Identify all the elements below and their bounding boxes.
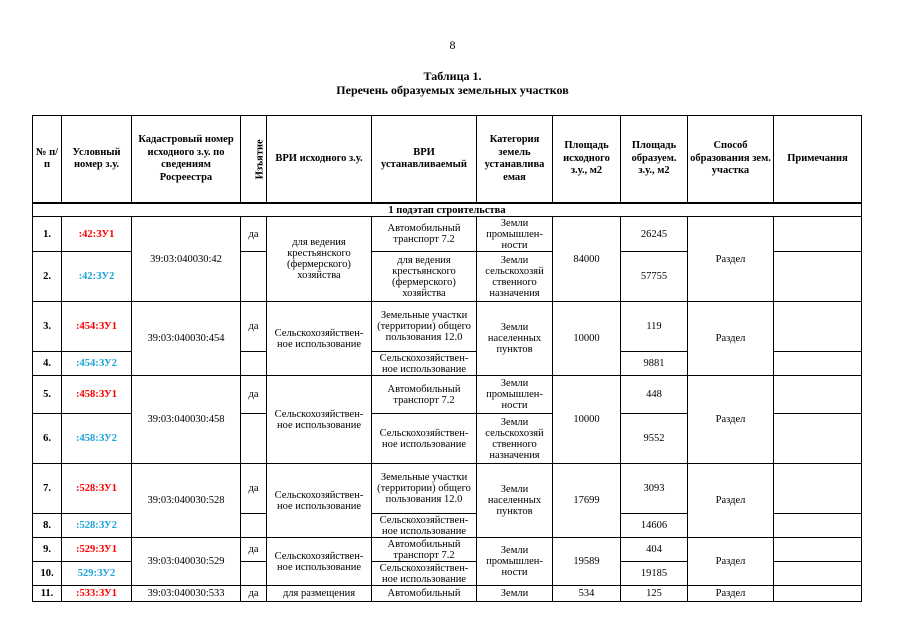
- table-row: [33, 302, 862, 352]
- vri-new: Земельные участки (территории) общего пользования 12.0: [372, 464, 477, 514]
- notes-cell: [774, 414, 862, 464]
- row-number: 8.: [33, 514, 62, 538]
- notes-cell: [774, 464, 862, 514]
- seizure-value: да: [241, 217, 267, 252]
- row-number: 2.: [33, 252, 62, 302]
- table-row: [33, 376, 862, 414]
- vri-new: Автомобильный: [372, 586, 477, 602]
- conditional-number: :458:ЗУ2: [62, 414, 132, 464]
- cadastral-number: 39:03:040030:528: [132, 464, 241, 538]
- conditional-number: :528:ЗУ1: [62, 464, 132, 514]
- land-category: Земли сельскохозяй ственного назначения: [477, 414, 553, 464]
- land-category: Земли: [477, 586, 553, 602]
- seizure-value: да: [241, 586, 267, 602]
- header-num: № п/п: [33, 116, 62, 204]
- land-plots-table-container: [32, 115, 862, 602]
- seizure-value: да: [241, 538, 267, 562]
- formation-method: Раздел: [688, 376, 774, 464]
- area-source: 534: [553, 586, 621, 602]
- conditional-number: :454:ЗУ2: [62, 352, 132, 376]
- vri-new: Сельскохозяйствен-ное использование: [372, 352, 477, 376]
- notes-cell: [774, 376, 862, 414]
- land-category: Земли промышлен-ности: [477, 376, 553, 414]
- header-seizure-text: Изъятие: [254, 139, 266, 179]
- conditional-number: :42:ЗУ1: [62, 217, 132, 252]
- row-number: 5.: [33, 376, 62, 414]
- conditional-number: :454:ЗУ1: [62, 302, 132, 352]
- cadastral-number: 39:03:040030:42: [132, 217, 241, 302]
- area-source: 19589: [553, 538, 621, 586]
- header-notes: Примечания: [774, 116, 862, 204]
- area-source: 10000: [553, 302, 621, 376]
- header-cadastral-number: Кадастровый номер исходного з.у. по сведениям Росреестра: [132, 116, 241, 204]
- area-new: 119: [621, 302, 688, 352]
- table-caption-title: Таблица 1.: [423, 69, 482, 83]
- land-category: Земли промышлен-ности: [477, 538, 553, 586]
- vri-source: Сельскохозяйствен-ное использование: [267, 538, 372, 586]
- vri-source: для ведения крестьянского (фермерского) хозяйства: [267, 217, 372, 302]
- formation-method: Раздел: [688, 302, 774, 376]
- formation-method: Раздел: [688, 538, 774, 586]
- notes-cell: [774, 514, 862, 538]
- notes-cell: [774, 562, 862, 586]
- conditional-number: :458:ЗУ1: [62, 376, 132, 414]
- row-number: 3.: [33, 302, 62, 352]
- land-category: Земли населенных пунктов: [477, 302, 553, 376]
- area-new: 9881: [621, 352, 688, 376]
- area-new: 14606: [621, 514, 688, 538]
- area-new: 404: [621, 538, 688, 562]
- cadastral-number: 39:03:040030:533: [132, 586, 241, 602]
- header-seizure: [241, 116, 267, 204]
- stage-row: [33, 203, 862, 217]
- vri-new: Земельные участки (территории) общего пользования 12.0: [372, 302, 477, 352]
- area-source: 10000: [553, 376, 621, 464]
- notes-cell: [774, 217, 862, 252]
- page-number: 8: [449, 38, 456, 52]
- formation-method: Раздел: [688, 464, 774, 538]
- table-row: [33, 217, 862, 252]
- header-area-new: Площадь образуем. з.у., м2: [621, 116, 688, 204]
- row-number: 11.: [33, 586, 62, 602]
- table-row: [33, 586, 862, 602]
- area-new: 3093: [621, 464, 688, 514]
- conditional-number: 529:ЗУ2: [62, 562, 132, 586]
- table-row: [33, 464, 862, 514]
- vri-source: Сельскохозяйствен-ное использование: [267, 464, 372, 538]
- cadastral-number: 39:03:040030:454: [132, 302, 241, 376]
- seizure-value: да: [241, 302, 267, 352]
- header-vri-source: ВРИ исходного з.у.: [267, 116, 372, 204]
- table-caption: [0, 69, 905, 97]
- land-category: Земли сельскохозяй ственного назначения: [477, 252, 553, 302]
- vri-new: Сельскохозяйствен-ное использование: [372, 414, 477, 464]
- area-new: 19185: [621, 562, 688, 586]
- row-number: 1.: [33, 217, 62, 252]
- area-source: 84000: [553, 217, 621, 302]
- conditional-number: :528:ЗУ2: [62, 514, 132, 538]
- conditional-number: :529:ЗУ1: [62, 538, 132, 562]
- conditional-number: :42:ЗУ2: [62, 252, 132, 302]
- land-category: Земли населенных пунктов: [477, 464, 553, 538]
- area-new: 9552: [621, 414, 688, 464]
- vri-new: Сельскохозяйствен-ное использование: [372, 562, 477, 586]
- vri-source: Сельскохозяйствен-ное использование: [267, 376, 372, 464]
- seizure-value: [241, 252, 267, 302]
- vri-new: Автомобильный транспорт 7.2: [372, 538, 477, 562]
- row-number: 6.: [33, 414, 62, 464]
- area-new: 26245: [621, 217, 688, 252]
- row-number: 10.: [33, 562, 62, 586]
- conditional-number: :533:ЗУ1: [62, 586, 132, 602]
- vri-source: Сельскохозяйствен-ное использование: [267, 302, 372, 376]
- seizure-value: [241, 414, 267, 464]
- notes-cell: [774, 252, 862, 302]
- formation-method: Раздел: [688, 586, 774, 602]
- notes-cell: [774, 352, 862, 376]
- header-conditional-number: Условный номер з.у.: [62, 116, 132, 204]
- table-caption-subtitle: Перечень образуемых земельных участков: [336, 83, 569, 97]
- header-area-source: Площадь исходного з.у., м2: [553, 116, 621, 204]
- area-new: 125: [621, 586, 688, 602]
- vri-new: Сельскохозяйствен-ное использование: [372, 514, 477, 538]
- table-row: [33, 538, 862, 562]
- land-plots-table: [32, 115, 862, 602]
- cadastral-number: 39:03:040030:458: [132, 376, 241, 464]
- vri-new: для ведения крестьянского (фермерского) хозяйства: [372, 252, 477, 302]
- row-number: 4.: [33, 352, 62, 376]
- seizure-value: [241, 562, 267, 586]
- seizure-value: да: [241, 464, 267, 514]
- header-row: [33, 116, 862, 204]
- stage-label: 1 подэтап строительства: [33, 203, 862, 217]
- seizure-value: да: [241, 376, 267, 414]
- formation-method: Раздел: [688, 217, 774, 302]
- notes-cell: [774, 302, 862, 352]
- header-method: Способ образования зем. участка: [688, 116, 774, 204]
- cadastral-number: 39:03:040030:529: [132, 538, 241, 586]
- area-new: 448: [621, 376, 688, 414]
- row-number: 7.: [33, 464, 62, 514]
- area-new: 57755: [621, 252, 688, 302]
- seizure-value: [241, 352, 267, 376]
- land-category: Земли промышлен-ности: [477, 217, 553, 252]
- notes-cell: [774, 538, 862, 562]
- vri-new: Автомобильный транспорт 7.2: [372, 217, 477, 252]
- vri-source: для размещения: [267, 586, 372, 602]
- vri-new: Автомобильный транспорт 7.2: [372, 376, 477, 414]
- area-source: 17699: [553, 464, 621, 538]
- header-category: Категория земель устанавлива емая: [477, 116, 553, 204]
- notes-cell: [774, 586, 862, 602]
- header-vri-new: ВРИ устанавливаемый: [372, 116, 477, 204]
- seizure-value: [241, 514, 267, 538]
- row-number: 9.: [33, 538, 62, 562]
